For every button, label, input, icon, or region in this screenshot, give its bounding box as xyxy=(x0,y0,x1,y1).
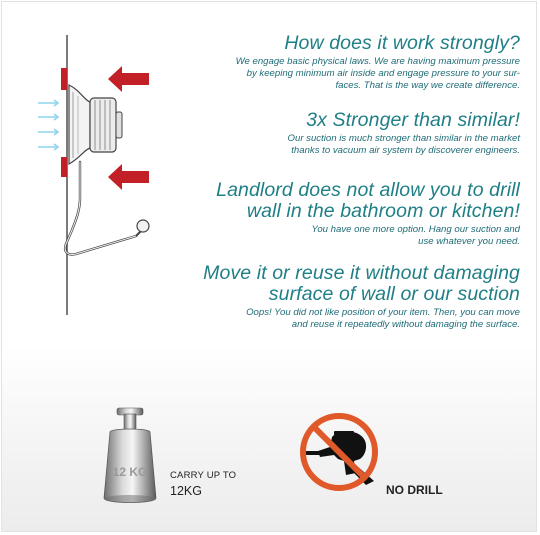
feature-title-line: Move it or reuse it without damaging xyxy=(203,262,520,284)
feature-title-line: surface of wall or our suction xyxy=(268,283,520,305)
carry-label: CARRY UP TO xyxy=(170,470,237,481)
feature-description xyxy=(180,307,520,331)
feature-how-it-works xyxy=(200,33,520,91)
feature-stronger xyxy=(220,110,520,157)
weight-engraving: 12 KG xyxy=(112,465,148,479)
feature-title-line: wall in the bathroom or kitchen! xyxy=(246,200,520,222)
feature-title-line: Landlord does not allow you to drill xyxy=(216,179,520,201)
feature-description-line: thanks to vacuum air system by discoverer engineers. xyxy=(291,144,520,156)
feature-title xyxy=(180,263,520,305)
feature-description xyxy=(220,133,520,157)
feature-description-line: and reuse it repeatedly without damaging the surface. xyxy=(291,318,520,330)
kettlebell-weight-icon xyxy=(96,402,164,506)
feature-band xyxy=(2,345,536,531)
feature-description-line: Our suction is much stronger than similar in the market xyxy=(287,133,520,144)
feature-description-line: use whatever you need. xyxy=(418,235,520,247)
feature-description-line: We engage basic physical laws. We are having maximum pressure xyxy=(235,56,520,67)
feature-reuse xyxy=(180,263,520,331)
suction-hook-diagram-icon xyxy=(18,30,198,320)
feature-landlord xyxy=(180,180,520,248)
no-drill-label: NO DRILL xyxy=(386,483,443,497)
carry-value: 12KG xyxy=(170,484,202,498)
no-drill-prohibition-icon xyxy=(294,407,384,497)
feature-description-line: You have one more option. Hang our suction and xyxy=(311,224,520,235)
feature-description-line: Oops! You did not like position of your item. Then, you can move xyxy=(246,307,520,318)
feature-description-line: faces. That is the way we create difference. xyxy=(335,79,520,91)
feature-description xyxy=(200,56,520,91)
feature-title: How does it work strongly? xyxy=(284,32,520,54)
feature-description xyxy=(180,224,520,248)
feature-title: 3x Stronger than similar! xyxy=(306,109,520,131)
feature-title xyxy=(180,180,520,222)
feature-description-line: by keeping minimum air inside and engage pressure to your sur- xyxy=(246,67,520,79)
